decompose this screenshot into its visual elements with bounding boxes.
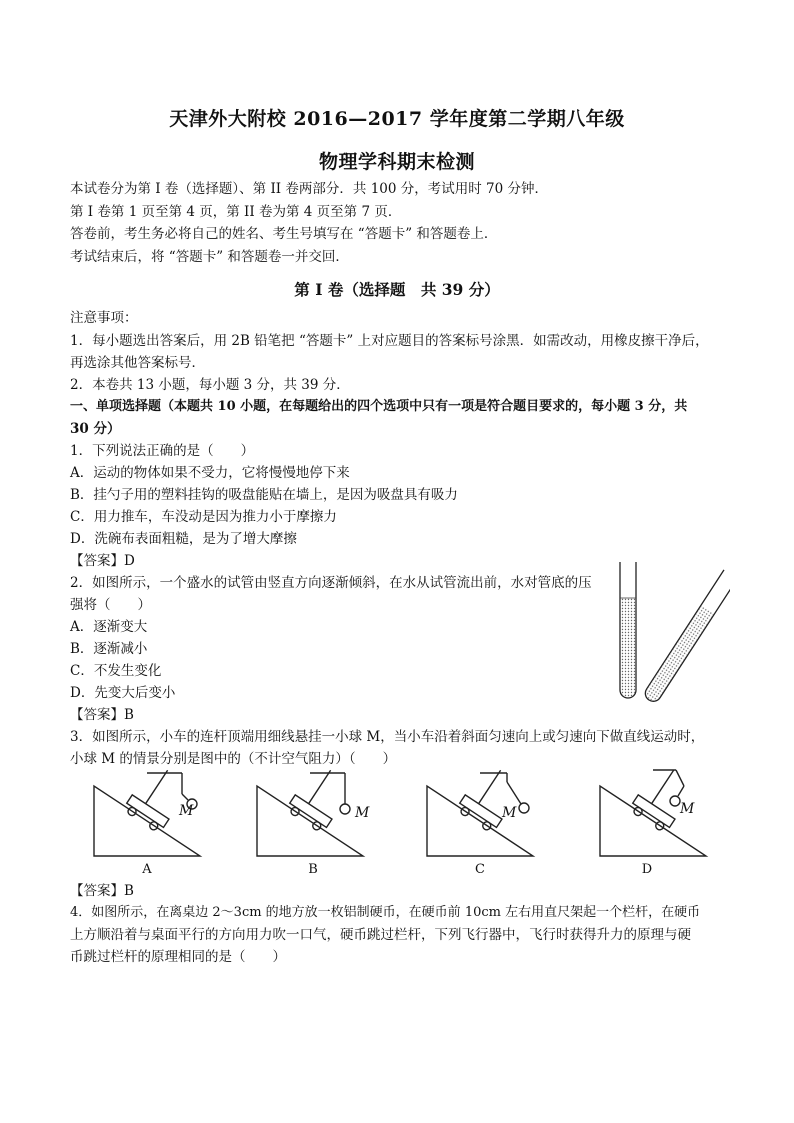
q4-stem-line2: 上方顺沿着与桌面平行的方向用力吹一口气，硬币跳过栏杆，下列飞行器中，飞行时获得升力的原理与硬 — [70, 927, 691, 943]
q3-figure-c — [425, 766, 545, 860]
q3-figure-d — [598, 766, 718, 860]
q1-option-b: B．挂勺子用的塑料挂钩的吸盘能贴在墙上，是因为吸盘具有吸力 — [70, 487, 458, 503]
q1-answer: 【答案】D — [70, 553, 135, 569]
tilted-test-tube — [642, 570, 730, 705]
q3-b-ball-label: M — [355, 805, 370, 821]
exam-title-line2: 物理学科期末检测 — [318, 151, 475, 173]
q1-option-c: C．用力推车，车没动是因为推力小于摩擦力 — [70, 509, 337, 525]
q3-answer: 【答案】B — [70, 883, 134, 899]
exam-title-line1: 天津外大附校 2016—2017 学年度第二学期八年级 — [169, 108, 625, 130]
q3-figure-d-label: D — [641, 862, 653, 877]
q2-answer: 【答案】B — [70, 707, 134, 723]
q3-c-ball-label: M — [502, 805, 517, 821]
intro-line-4: 考试结束后，将 “答题卡” 和答题卷一并交回． — [70, 249, 349, 265]
q2-stem-line2: 强将（ ） — [70, 597, 151, 613]
q3-figure-c-label: C — [475, 862, 485, 877]
q2-option-b: B．逐渐减小 — [70, 641, 148, 657]
q2-stem-line1: 2．如图所示，一个盛水的试管由竖直方向逐渐倾斜，在水从试管流出前，水对管底的压 — [70, 575, 592, 591]
vertical-test-tube — [620, 562, 636, 698]
part1-heading-line2: 30 分） — [70, 421, 121, 437]
q1-option-d: D．洗碗布表面粗糙，是为了增大摩擦 — [70, 531, 297, 547]
q2-option-a: A．逐渐变大 — [70, 619, 148, 635]
notes-line-3: 2．本卷共 13 小题，每小题 3 分，共 39 分． — [70, 377, 350, 393]
q3-stem-line1: 3．如图所示，小车的连杆顶端用细线悬挂一小球 M，当小车沿着斜面匀速向上或匀速向下做直线运动时， — [70, 729, 705, 745]
q4-stem-line1: 4．如图所示，在离桌边 2～3cm 的地方放一枚铝制硬币，在硬币前 10cm 左右用直尺架起一个栏杆，在硬币 — [70, 905, 701, 920]
intro-line-1: 本试卷分为第 I 卷（选择题）、第 II 卷两部分．共 100 分，考试用时 70 分钟． — [70, 181, 549, 197]
section-heading: 第 I 卷（选择题 共 39 分） — [294, 280, 500, 299]
q3-stem-line2: 小球 M 的情景分别是图中的（不计空气阻力）（ ） — [70, 751, 397, 767]
q3-a-ball-label: M — [179, 803, 194, 819]
q3-figure-a-label: A — [142, 862, 152, 877]
q3-d-ball-label: M — [680, 801, 695, 817]
q1-option-a: A．运动的物体如果不受力，它将慢慢地停下来 — [70, 465, 350, 481]
q3-figure-b-label: B — [308, 862, 318, 877]
q2-option-d: D．先变大后变小 — [70, 685, 176, 701]
q4-stem-line3: 币跳过栏杆的原理相同的是（ ） — [70, 949, 286, 965]
q3-figure-a — [92, 766, 212, 860]
q2-option-c: C．不发生变化 — [70, 663, 162, 679]
notes-line-2: 再选涂其他答案标号． — [70, 355, 205, 371]
intro-line-2: 第 I 卷第 1 页至第 4 页，第 II 卷为第 4 页至第 7 页． — [70, 204, 402, 220]
notes-line-1: 1．每小题选出答案后，用 2B 铅笔把 “答题卡” 上对应题目的答案标号涂黑．如需改动，用橡皮擦干净后， — [70, 333, 709, 349]
part1-heading-line1: 一、单项选择题（本题共 10 小题，在每题给出的四个选项中只有一项是符合题目要求的，每小题 3 分，共 — [70, 399, 688, 414]
notes-title: 注意事项： — [70, 310, 138, 326]
intro-line-3: 答卷前，考生务必将自己的姓名、考生号填写在 “答题卡” 和答题卷上． — [70, 226, 498, 242]
test-tube-figure — [612, 562, 730, 712]
q1-stem: 1．下列说法正确的是（ ） — [70, 443, 255, 459]
